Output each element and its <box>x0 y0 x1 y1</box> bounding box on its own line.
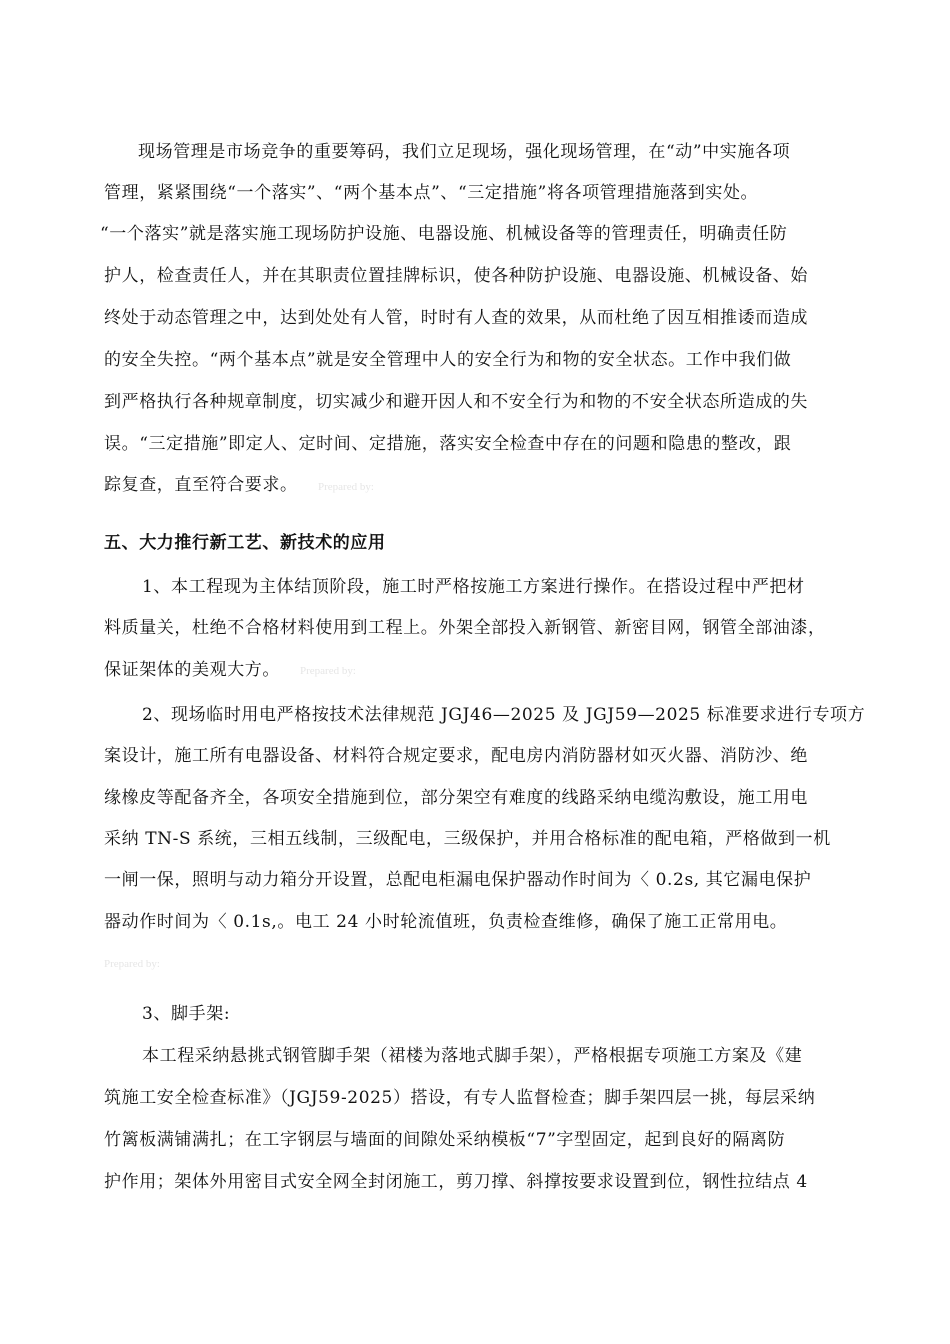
watermark-text: Prepared by: <box>300 665 356 677</box>
item3-line: 竹篱板满铺满扎；在工字钢层与墙面的间隙处采纳模板“7”字型固定，起到良好的隔离防 <box>104 1130 786 1150</box>
item2-line: 案设计，施工所有电器设备、材料符合规定要求，配电房内消防器材如灭火器、消防沙、绝 <box>104 746 808 766</box>
paragraph-line: 终处于动态管理之中，达到处处有人管，时时有人查的效果，从而杜绝了因互相推诿而造成 <box>104 308 808 328</box>
paragraph-line: 管理，紧紧围绕“一个落实”、“两个基本点”、“三定措施”将各项管理措施落到实处。 <box>104 183 759 203</box>
section-heading: 五、大力推行新工艺、新技术的应用 <box>104 533 386 553</box>
paragraph-line: 现场管理是市场竞争的重要筹码，我们立足现场，强化现场管理，在“动”中实施各项 <box>138 142 791 162</box>
paragraph-line: “一个落实”就是落实施工现场防护设施、电器设施、机械设备等的管理责任，明确责任防 <box>100 224 788 244</box>
paragraph-line: 到严格执行各种规章制度，切实减少和避开因人和不安全行为和物的不安全状态所造成的失 <box>104 392 808 412</box>
item2-line: 一闸一保，照明与动力箱分开设置，总配电柜漏电保护器动作时间为〈 0.2s, 其它漏电保护 <box>104 870 812 890</box>
item3-line: 本工程采纳悬挑式钢管脚手架（裙楼为落地式脚手架），严格根据专项施工方案及《建 <box>142 1046 803 1066</box>
item2-line: 缘橡皮等配备齐全，各项安全措施到位，部分架空有难度的线路采纳电缆沟敷设，施工用电 <box>104 788 808 808</box>
paragraph-line: 误。“三定措施”即定人、定时间、定措施，落实安全检查中存在的问题和隐患的整改，跟 <box>104 434 792 454</box>
item1-line: 1、本工程现为主体结顶阶段，施工时严格按施工方案进行操作。在搭设过程中严把材 <box>142 577 805 597</box>
watermark-text: Prepared by: <box>104 958 160 970</box>
paragraph-line: 的安全失控。“两个基本点”就是安全管理中人的安全行为和物的安全状态。工作中我们做 <box>104 350 792 370</box>
item1-line: 料质量关，杜绝不合格材料使用到工程上。外架全部投入新钢管、新密目网，钢管全部油漆， <box>104 618 826 638</box>
item2-line: 2、现场临时用电严格按技术法律规范 JGJ46—2025 及 JGJ59—2025 标准要求进行专项方 <box>142 705 866 725</box>
item3-line: 筑施工安全检查标准》（JGJ59-2025）搭设，有专人监督检查；脚手架四层一挑，每层采纳 <box>104 1088 816 1108</box>
item3-line: 护作用；架体外用密目式安全网全封闭施工，剪刀撑、斜撑按要求设置到位，钢性拉结点 4 <box>104 1172 808 1192</box>
item2-line: 采纳 TN-S 系统，三相五线制，三级配电，三级保护，并用合格标准的配电箱，严格做到一机 <box>104 829 831 849</box>
watermark-text: Prepared by: <box>318 481 374 493</box>
item2-line: 器动作时间为〈 0.1s,。电工 24 小时轮流值班，负责检查维修，确保了施工正常用电。 <box>104 912 788 932</box>
item1-line: 保证架体的美观大方。 <box>104 660 280 680</box>
item3-title: 3、脚手架: <box>142 1004 231 1024</box>
paragraph-line: 踪复查，直至符合要求。 <box>104 475 298 495</box>
paragraph-line: 护人，检查责任人，并在其职责位置挂牌标识，使各种防护设施、电器设施、机械设备、始 <box>104 266 808 286</box>
